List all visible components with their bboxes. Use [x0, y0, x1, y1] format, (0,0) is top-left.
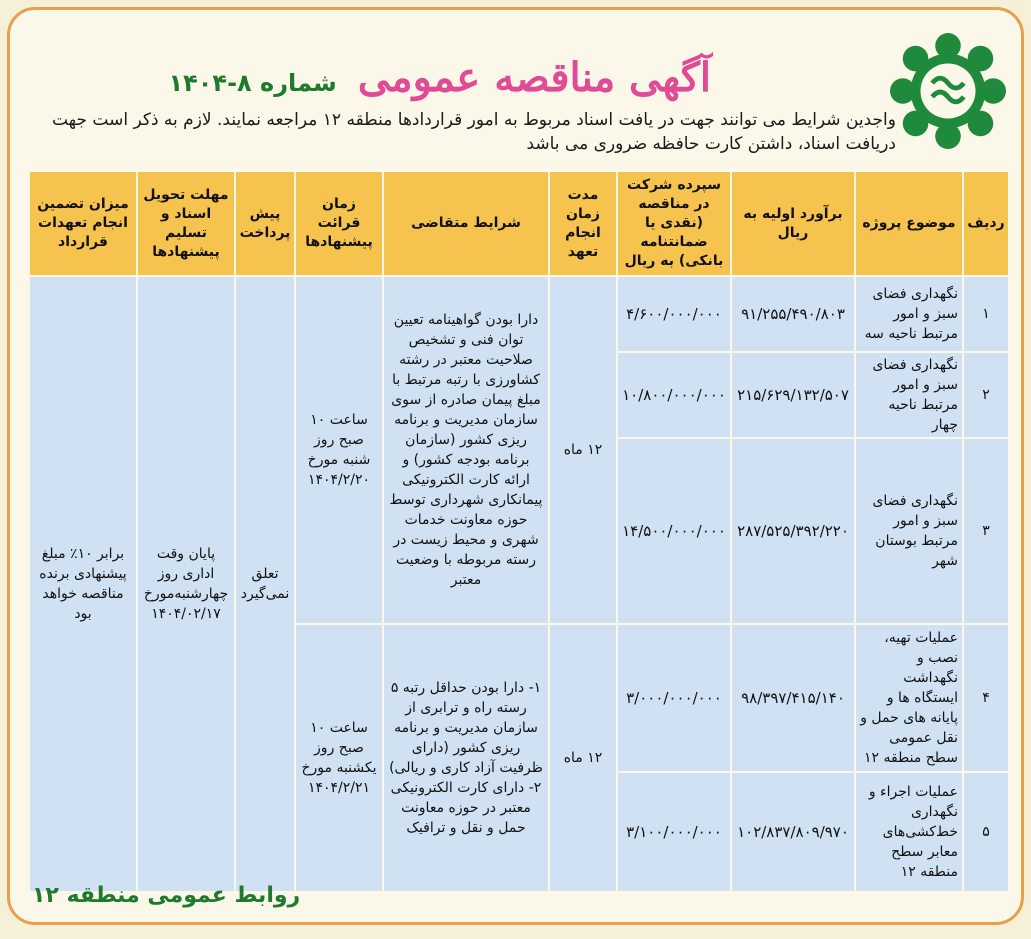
intro-text: واجدین شرایط می توانند جهت در یافت اسناد مربوط به امور قراردادها منطقه ۱۲ مراجعه نمایند. لازم به ذکر است جهت دریافت اسناد، داشتن کارت حافظه ضروری می باشد	[51, 110, 896, 154]
row-number: ۲	[963, 352, 1009, 438]
initial-estimate: ۲۱۵/۶۲۹/۱۳۲/۵۰۷	[731, 352, 855, 438]
initial-estimate: ۹۱/۲۵۵/۴۹۰/۸۰۳	[731, 276, 855, 352]
initial-estimate: ۱۰۲/۸۳۷/۸۰۹/۹۷۰	[731, 772, 855, 892]
project-subject: عملیات اجراء و نگهداری خط‌کشی‌های معابر سطح منطقه ۱۲	[855, 772, 963, 892]
col-header: زمان قرائت پیشنهادها	[295, 171, 383, 276]
applicant-conditions: ۱- دارا بودن حداقل رتبه ۵ رسته راه و ترابری از سازمان مدیریت و برنامه ریزی کشور (دارای ظرفیت آزاد کاری و ریالی) ۲- دارای کارت الکترونیکی معتبر در حوزه معاونت حمل و نقل و ترافیک	[383, 624, 549, 892]
tender-deposit: ۴/۶۰۰/۰۰۰/۰۰۰	[617, 276, 731, 352]
table-row	[29, 276, 1009, 352]
performance-guarantee: برابر ۱۰٪ مبلغ پیشنهادی برنده مناقصه خواهد بود	[29, 276, 137, 892]
submission-deadline: پایان وقت اداری روز چهارشنبه‌مورخ ۱۴۰۴/۰۲/۱۷	[137, 276, 235, 892]
col-header: شرایط متقاضی	[383, 171, 549, 276]
notice-title-text: آگهی مناقصه عمومی	[357, 54, 711, 101]
tender-deposit: ۱۰/۸۰۰/۰۰۰/۰۰۰	[617, 352, 731, 438]
col-header: مهلت تحویل اسناد و تسلیم پیشنهادها	[137, 171, 235, 276]
prepayment: تعلق نمی‌گیرد	[235, 276, 295, 892]
opening-time: ساعت ۱۰ صبح روز یکشنبه مورخ ۱۴۰۴/۲/۲۱	[295, 624, 383, 892]
tender-deposit: ۱۴/۵۰۰/۰۰۰/۰۰۰	[617, 438, 731, 624]
tender-deposit: ۳/۰۰۰/۰۰۰/۰۰۰	[617, 624, 731, 772]
tehran-municipality-logo-icon	[889, 32, 1007, 150]
initial-estimate: ۲۸۷/۵۲۵/۳۹۲/۲۲۰	[731, 438, 855, 624]
row-number: ۵	[963, 772, 1009, 892]
project-subject: نگهداری فضای سبز و امور مرتبط بوستان شهر	[855, 438, 963, 624]
notice-title	[168, 54, 711, 101]
duration: ۱۲ ماه	[549, 624, 617, 892]
tender-notice	[7, 7, 1024, 925]
row-number: ۳	[963, 438, 1009, 624]
col-header: میزان تضمین انجام تعهدات قرارداد	[29, 171, 137, 276]
initial-estimate: ۹۸/۳۹۷/۴۱۵/۱۴۰	[731, 624, 855, 772]
applicant-conditions: دارا بودن گواهینامه تعیین توان فنی و تشخیص صلاحیت معتبر در رشته کشاورزی با رتبه مرتبط با مبلغ پیمان صادره از سوی سازمان مدیریت و برنامه ریزی کشور (سازمان برنامه بودجه کشور) و ارائه کارت الکترونیکی پیمانکاری شهرداری توسط حوزه معاونت خدمات شهری و محیط زیست در رسته مربوطه با وضعیت معتبر	[383, 276, 549, 624]
row-number: ۱	[963, 276, 1009, 352]
col-header: برآورد اولیه به ریال	[731, 171, 855, 276]
row-number: ۴	[963, 624, 1009, 772]
duration: ۱۲ ماه	[549, 276, 617, 624]
col-header: پیش پرداخت	[235, 171, 295, 276]
project-subject: عملیات تهیه، نصب و نگهداشت ایستگاه ها و پایانه های حمل و نقل عمومی سطح منطقه ۱۲	[855, 624, 963, 772]
col-header: سپرده شرکت در مناقصه (نقدی یا ضمانتنامه بانکی) به ریال	[617, 171, 731, 276]
table-header-row	[29, 171, 1009, 276]
tender-deposit: ۳/۱۰۰/۰۰۰/۰۰۰	[617, 772, 731, 892]
col-header: موضوع پروژه	[855, 171, 963, 276]
notice-number: شماره ۸-۱۴۰۴	[168, 69, 337, 97]
col-header: ردیف	[963, 171, 1009, 276]
opening-time: ساعت ۱۰ صبح روز شنبه مورخ ۱۴۰۴/۲/۲۰	[295, 276, 383, 624]
project-subject: نگهداری فضای سبز و امور مرتبط ناحیه چهار	[855, 352, 963, 438]
tender-table	[28, 170, 1010, 893]
project-subject: نگهداری فضای سبز و امور مرتبط ناحیه سه	[855, 276, 963, 352]
col-header: مدت زمان انجام تعهد	[549, 171, 617, 276]
footer-public-relations: روابط عمومی منطقه ۱۲	[32, 883, 301, 908]
